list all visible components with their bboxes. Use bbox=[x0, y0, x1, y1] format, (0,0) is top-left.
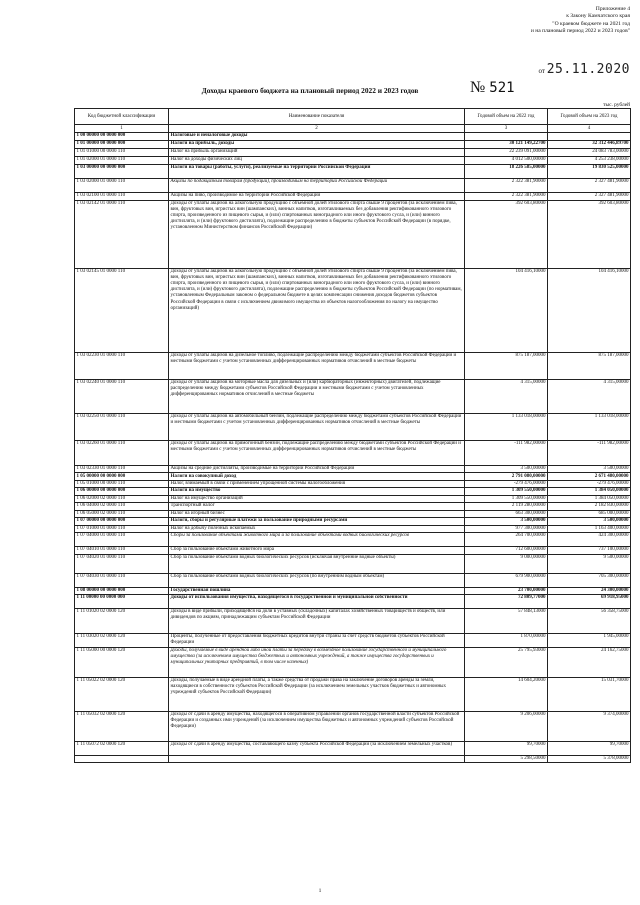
row-value-2023: 3 500,00000 bbox=[548, 518, 631, 525]
row-code: 1 06 05000 02 0000 110 bbox=[75, 510, 169, 517]
header-2022: Годовой объем на 2022 год bbox=[465, 109, 548, 125]
row-name: Налог на доходы физических лиц bbox=[169, 156, 465, 164]
table-row bbox=[75, 510, 631, 517]
row-value-2022 bbox=[465, 132, 548, 140]
table-row bbox=[75, 488, 631, 495]
row-code: 1 01 02000 01 0000 110 bbox=[75, 156, 169, 164]
row-code: 1 06 02000 02 0000 110 bbox=[75, 495, 169, 502]
row-code: 1 01 00000 00 0000 000 bbox=[75, 140, 169, 148]
row-code: 1 03 02145 01 0000 110 bbox=[75, 268, 169, 352]
row-code: 1 07 04020 01 0000 110 bbox=[75, 554, 169, 573]
row-name: Доходы от уплаты акцизов на прямогонный бензин, подлежащие распределению между бюджетами субъектов Российской Федерации и местными бюджетами с учетом установленных дифференцированных нормативов отчислений в местные бюджеты bbox=[169, 440, 465, 465]
row-value-2022: 875 187,00000 bbox=[465, 352, 548, 379]
table-row bbox=[75, 525, 631, 532]
table-row bbox=[75, 465, 631, 472]
appendix-line: и на плановый период 2022 и 2023 годов" bbox=[530, 28, 630, 35]
law-number-stamp: 521 bbox=[489, 80, 515, 96]
row-name: Доходы в виде прибыли, приходящейся на доли в уставных (складочных) капиталах хозяйственных товариществ и обществ, или дивидендов по акциям, принадлежащим субъектам Российской Федерации bbox=[169, 609, 465, 634]
row-value-2022: 104 416,10000 bbox=[465, 268, 548, 352]
row-value-2023: 1 163 400,00000 bbox=[548, 525, 631, 532]
row-value-2023: 56 358,75000 bbox=[548, 609, 631, 634]
row-value-2023: 1 945,00000 bbox=[548, 634, 631, 648]
row-value-2022: 4 315,00000 bbox=[465, 379, 548, 413]
header-name: Наименование показателя bbox=[169, 109, 465, 125]
row-code: 1 07 01000 01 0000 110 bbox=[75, 525, 169, 532]
table-row bbox=[75, 712, 631, 742]
row-value-2022: 3 500,00000 bbox=[465, 465, 548, 472]
row-name: Сбор за пользование объектами животного мира bbox=[169, 547, 465, 554]
appendix-header bbox=[440, 6, 630, 36]
table-row bbox=[75, 587, 631, 594]
table-row bbox=[75, 440, 631, 465]
row-code: 1 00 00000 00 0000 000 bbox=[75, 132, 169, 140]
row-name: Доходы от уплаты акцизов на моторные масла для дизельных и (или) карбюраторных (инжекторных) двигателей, подлежащие распределению между бюджетами субъектов Российской Федерации и местными бюджетами с учетом установленных дифференцированных нормативов отчислений в местные бюджеты bbox=[169, 379, 465, 413]
row-name: Государственная пошлина bbox=[169, 587, 465, 594]
row-value-2022: 1 133 018,00000 bbox=[465, 413, 548, 440]
table-row bbox=[75, 609, 631, 634]
row-name: Налоги на имущество bbox=[169, 488, 465, 495]
row-name: Налог на игорный бизнес bbox=[169, 510, 465, 517]
row-name: Налоги, сборы и регулярные платежи за пользование природными ресурсами bbox=[169, 518, 465, 525]
row-code: 1 06 04000 02 0000 110 bbox=[75, 503, 169, 510]
row-name: Доходы, получаемые в виде арендной платы, а также средства от продажи права на заключение договоров аренды за земли, находящиеся в собственности субъектов Российской Федерации (за исключением земельных участков бюджетных и автономных учреждений субъектов Российской Федерации) bbox=[169, 678, 465, 712]
appendix-line: "О краевом бюджете на 2021 год bbox=[552, 20, 630, 27]
law-number-row bbox=[470, 79, 620, 97]
row-value-2023: 104 416,10000 bbox=[548, 268, 631, 352]
row-value-2023: 392 603,80000 bbox=[548, 200, 631, 268]
row-name: Доходы от уплаты акцизов на алкогольную продукцию с объемной долей этилового спирта свыше 9 процентов (за исключением пива, вин, фруктовых вин, игристых вин (шампанских), винных напитков, изготавливаемых без добавления ректификованного этилового спирта, произведенного из пищевого сырья, и (или) спиртованных виноградного или иного фруктового сусла, и (или) винного дистиллята, и (или) фруктового дистиллята), подлежащие распределению в бюджеты субъектов Российской Федерации (в порядке, установленном Министерством финансов Российской Федерации) bbox=[169, 200, 465, 268]
row-value-2023: 705 300,00000 bbox=[548, 573, 631, 587]
row-value-2022: 22 239 091,00000 bbox=[465, 148, 548, 156]
row-name: Сбор за пользование объектами водных биологических ресурсов (по внутренним водным объектам) bbox=[169, 573, 465, 587]
table-row bbox=[75, 634, 631, 648]
row-code: 1 11 01020 02 0000 120 bbox=[75, 609, 169, 634]
row-value-2023: 2 182 830,00000 bbox=[548, 503, 631, 510]
table-row bbox=[75, 156, 631, 164]
row-value-2023: 15 031,70000 bbox=[548, 678, 631, 712]
table-header-row bbox=[75, 109, 631, 125]
row-value-2023: 1 133 018,00000 bbox=[548, 413, 631, 440]
row-name: Налог, взимаемый в связи с применением упрощенной системы налогообложения bbox=[169, 480, 465, 487]
row-value-2022: 264 700,00000 bbox=[465, 533, 548, 547]
table-row bbox=[75, 132, 631, 140]
row-code: 1 11 03020 02 0000 120 bbox=[75, 634, 169, 648]
column-index: 4 bbox=[548, 125, 631, 132]
row-code bbox=[75, 756, 169, 763]
row-code: 1 03 02230 01 0000 110 bbox=[75, 352, 169, 379]
row-value-2022: 18 226 585,00000 bbox=[465, 164, 548, 178]
row-name: Доходы от уплаты акцизов на дизельное топливо, подлежащие распределению между бюджетами субъектов Российской Федерации и местными бюджетами с учетом установленных дифференцированных нормативов отчислений в местные бюджеты bbox=[169, 352, 465, 379]
row-code: 1 06 00000 00 0000 000 bbox=[75, 488, 169, 495]
row-code: 1 03 02250 01 0000 110 bbox=[75, 413, 169, 440]
row-value-2023: 99,70000 bbox=[548, 742, 631, 756]
law-date-stamp: 25.11.2020 bbox=[546, 62, 630, 77]
row-value-2022: 99,70000 bbox=[465, 742, 548, 756]
row-value-2022: 2 119 280,00000 bbox=[465, 503, 548, 510]
row-value-2023: 69 918,95000 bbox=[548, 595, 631, 609]
row-name: Сбор за пользование объектами водных биологических ресурсов (исключая внутренние водные объекты) bbox=[169, 554, 465, 573]
row-value-2023: -279 476,00000 bbox=[548, 480, 631, 487]
row-value-2023: 875 187,00000 bbox=[548, 352, 631, 379]
row-code: 1 11 05032 02 0000 120 bbox=[75, 712, 169, 742]
table-body bbox=[75, 132, 631, 763]
number-sign: № bbox=[470, 79, 486, 96]
row-value-2023: 3 500,00000 bbox=[548, 465, 631, 472]
row-value-2022: 2 322 381,90000 bbox=[465, 178, 548, 192]
row-code: 1 11 05022 02 0000 120 bbox=[75, 678, 169, 712]
row-name: Налог на прибыль организаций bbox=[169, 148, 465, 156]
row-code: 1 07 04000 01 0000 110 bbox=[75, 533, 169, 547]
row-name: Налог на имущество организаций bbox=[169, 495, 465, 502]
table-row bbox=[75, 413, 631, 440]
row-value-2023: 737 100,00000 bbox=[548, 547, 631, 554]
table-row bbox=[75, 268, 631, 352]
row-name: Доходы от использования имущества, находящегося в государственной и муниципальной собственности bbox=[169, 595, 465, 609]
row-value-2023: 32 312 446,89700 bbox=[548, 140, 631, 148]
row-name: Доходы, получаемые в виде арендной либо иной платы за передачу в возмездное пользование государственного и муниципального имущества (за исключением имущества бюджетных и автономных учреждений, а также имущества государственных и муниципальных унитарных предприятий, в том числе казенных) bbox=[169, 648, 465, 678]
row-code: 1 05 01000 00 0000 110 bbox=[75, 480, 169, 487]
row-value-2022: 4 012 500,00000 bbox=[465, 156, 548, 164]
row-code: 1 07 00000 00 0000 000 bbox=[75, 518, 169, 525]
row-value-2022: 1 309 550,00000 bbox=[465, 495, 548, 502]
appendix-line: Приложение 4 bbox=[595, 6, 630, 12]
table-row bbox=[75, 495, 631, 502]
row-value-2022: 712 600,00000 bbox=[465, 547, 548, 554]
row-code: 1 03 00000 00 0000 000 bbox=[75, 164, 169, 178]
table-row bbox=[75, 480, 631, 487]
row-value-2022: 2 791 080,00000 bbox=[465, 473, 548, 480]
table-row bbox=[75, 164, 631, 178]
row-value-2022: 679 900,00000 bbox=[465, 573, 548, 587]
row-value-2022: 1 870,00000 bbox=[465, 634, 548, 648]
row-name: Проценты, полученные от предоставления бюджетных кредитов внутри страны за счет средств бюджетов субъектов Российской Федерации bbox=[169, 634, 465, 648]
table-row bbox=[75, 140, 631, 148]
row-value-2023: 2 327 481,90000 bbox=[548, 178, 631, 192]
table-row bbox=[75, 648, 631, 678]
row-value-2023: 9 374,00000 bbox=[548, 712, 631, 742]
header-code: Код бюджетной классификации bbox=[75, 109, 169, 125]
row-name: Налог на добычу полезных ископаемых bbox=[169, 525, 465, 532]
row-value-2022: 30 121 149,22700 bbox=[465, 140, 548, 148]
table-row bbox=[75, 573, 631, 587]
row-value-2023 bbox=[548, 132, 631, 140]
table-row bbox=[75, 178, 631, 192]
row-value-2022: 72 809,77000 bbox=[465, 595, 548, 609]
table-row bbox=[75, 533, 631, 547]
row-name: Налоги на прибыль, доходы bbox=[169, 140, 465, 148]
row-code: 1 11 05000 00 0000 120 bbox=[75, 648, 169, 678]
document-title: Доходы краевого бюджета на плановый период 2022 и 2023 годов bbox=[201, 86, 419, 95]
row-value-2023: 24 162,75000 bbox=[548, 648, 631, 678]
row-value-2023: 2 671 480,00000 bbox=[548, 473, 631, 480]
row-value-2022: -111 982,00000 bbox=[465, 440, 548, 465]
row-code: 1 07 04010 01 0000 110 bbox=[75, 547, 169, 554]
row-name: Доходы от уплаты акцизов на автомобильный бензин, подлежащие распределению между бюджетами субъектов Российской Федерации и местными бюджетами с учетом установленных дифференцированных нормативов отчислений в местные бюджеты bbox=[169, 413, 465, 440]
row-value-2023: 24 300,00000 bbox=[548, 587, 631, 594]
row-name: Налоги на совокупный доход bbox=[169, 473, 465, 480]
row-value-2023: 4 315,00000 bbox=[548, 379, 631, 413]
row-name: Доходы от уплаты акцизов на алкогольную продукцию с объемной долей этилового спирта свыше 9 процентов (за исключением пива, вин, фруктовых вин, игристых вин (шампанских), винных напитков, изготавливаемых без добавления ректификованного этилового спирта, произведенного из пищевого сырья, и (или) спиртованных виноградного или иного фруктового сусла, и (или) винного дистиллята, и (или) фруктового дистиллята), подлежащие распределению в бюджеты субъектов Российской Федерации (по нормативам, установленным Федеральным законом о федеральном бюджете в целях компенсации снижения доходов бюджетов субъектов Российской Федерации в связи с исключением движимого имущества из объектов налогообложения по налогу на имущество организаций) bbox=[169, 268, 465, 352]
row-value-2022: 3 500,00000 bbox=[465, 518, 548, 525]
row-value-2022: -279 476,00000 bbox=[465, 480, 548, 487]
row-name: Налоги на товары (работы, услуги), реализуемые на территории Российской Федерации bbox=[169, 164, 465, 178]
row-code: 1 05 00000 00 0000 000 bbox=[75, 473, 169, 480]
row-name: Акцизы по подакцизным товарам (продукции), производимым на территории Российской Федерации bbox=[169, 178, 465, 192]
row-value-2022: 663 300,00000 bbox=[465, 510, 548, 517]
column-index: 1 bbox=[75, 125, 169, 132]
table-row bbox=[75, 756, 631, 763]
page-number: 1 bbox=[318, 888, 322, 894]
table-row bbox=[75, 554, 631, 573]
row-value-2023: 1 384 050,00000 bbox=[548, 488, 631, 495]
row-value-2023: 24 083 783,00000 bbox=[548, 148, 631, 156]
row-code: 1 03 02000 01 0000 110 bbox=[75, 178, 169, 192]
row-code: 1 03 02260 01 0000 110 bbox=[75, 440, 169, 465]
row-value-2022: 14 604,20000 bbox=[465, 678, 548, 712]
row-value-2022: 1 309 550,00000 bbox=[465, 488, 548, 495]
table-row bbox=[75, 503, 631, 510]
row-code: 1 03 02142 01 0000 110 bbox=[75, 200, 169, 268]
table-row bbox=[75, 200, 631, 268]
row-value-2023: 9 500,00000 bbox=[548, 554, 631, 573]
column-index-row bbox=[75, 125, 631, 132]
row-value-2022: 23 700,00000 bbox=[465, 587, 548, 594]
revenue-table bbox=[74, 108, 631, 763]
row-value-2023: 1 384 050,00000 bbox=[548, 495, 631, 502]
row-name: Транспортный налог bbox=[169, 503, 465, 510]
row-value-2023: 4 253 238,00000 bbox=[548, 156, 631, 164]
appendix-line: к Закону Камчатского края bbox=[566, 13, 630, 20]
date-prefix: от bbox=[538, 67, 545, 75]
row-value-2022: 2 322 381,90000 bbox=[465, 192, 548, 200]
row-code: 1 07 04030 01 0000 110 bbox=[75, 573, 169, 587]
row-value-2023: 424 300,00000 bbox=[548, 533, 631, 547]
header-2023: Годовой объем на 2023 год bbox=[548, 109, 631, 125]
row-value-2022: 9 206,00000 bbox=[465, 712, 548, 742]
units-label: тыс. рублей bbox=[603, 102, 630, 108]
row-name: Акцизы на средние дистилляты, производимые на территории Российской Федерации bbox=[169, 465, 465, 472]
row-name: Налоговые и неналоговые доходы bbox=[169, 132, 465, 140]
row-value-2022: 9 000,00000 bbox=[465, 554, 548, 573]
column-index: 2 bbox=[169, 125, 465, 132]
row-value-2023: 685 000,00000 bbox=[548, 510, 631, 517]
table-row bbox=[75, 547, 631, 554]
table-row bbox=[75, 595, 631, 609]
row-value-2023: 5 378,00000 bbox=[548, 756, 631, 763]
table-row bbox=[75, 473, 631, 480]
row-value-2022: 5 298,50000 bbox=[465, 756, 548, 763]
row-name bbox=[169, 756, 465, 763]
table-row bbox=[75, 742, 631, 756]
table-row bbox=[75, 352, 631, 379]
row-code: 1 11 05072 02 0000 120 bbox=[75, 742, 169, 756]
row-name: Акцизы на пиво, производимое на территории Российской Федерации bbox=[169, 192, 465, 200]
table-row bbox=[75, 678, 631, 712]
row-code: 1 03 02330 01 0000 110 bbox=[75, 465, 169, 472]
table-row bbox=[75, 192, 631, 200]
row-code: 1 03 02100 01 0000 110 bbox=[75, 192, 169, 200]
row-value-2023: 2 327 481,90000 bbox=[548, 192, 631, 200]
table-row bbox=[75, 148, 631, 156]
row-value-2022: 25 795,93000 bbox=[465, 648, 548, 678]
column-index: 3 bbox=[465, 125, 548, 132]
row-name: Сборы за пользование объектами животного мира и за пользование объектами водных биологических ресурсов bbox=[169, 533, 465, 547]
row-value-2023: -111 982,00000 bbox=[548, 440, 631, 465]
law-date-row bbox=[440, 62, 630, 77]
table-row bbox=[75, 518, 631, 525]
table-row bbox=[75, 379, 631, 413]
row-code: 1 01 01000 00 0000 110 bbox=[75, 148, 169, 156]
row-value-2022: 57 848,13000 bbox=[465, 609, 548, 634]
row-code: 1 11 00000 00 0000 000 bbox=[75, 595, 169, 609]
row-code: 1 08 00000 00 0000 000 bbox=[75, 587, 169, 594]
row-value-2023: 19 830 525,00000 bbox=[548, 164, 631, 178]
row-name: Доходы от сдачи в аренду имущества, составляющего казну субъекта Российской Федерации (за исключением земельных участков) bbox=[169, 742, 465, 756]
row-value-2022: 977 300,00000 bbox=[465, 525, 548, 532]
row-name: Доходы от сдачи в аренду имущества, находящегося в оперативном управлении органов государственной власти субъектов Российской Федерации и созданных ими учреждений (за исключением имущества бюджетных и автономных учреждений субъектов Российской Федерации) bbox=[169, 712, 465, 742]
row-value-2022: 392 603,80000 bbox=[465, 200, 548, 268]
row-code: 1 03 02240 01 0000 110 bbox=[75, 379, 169, 413]
